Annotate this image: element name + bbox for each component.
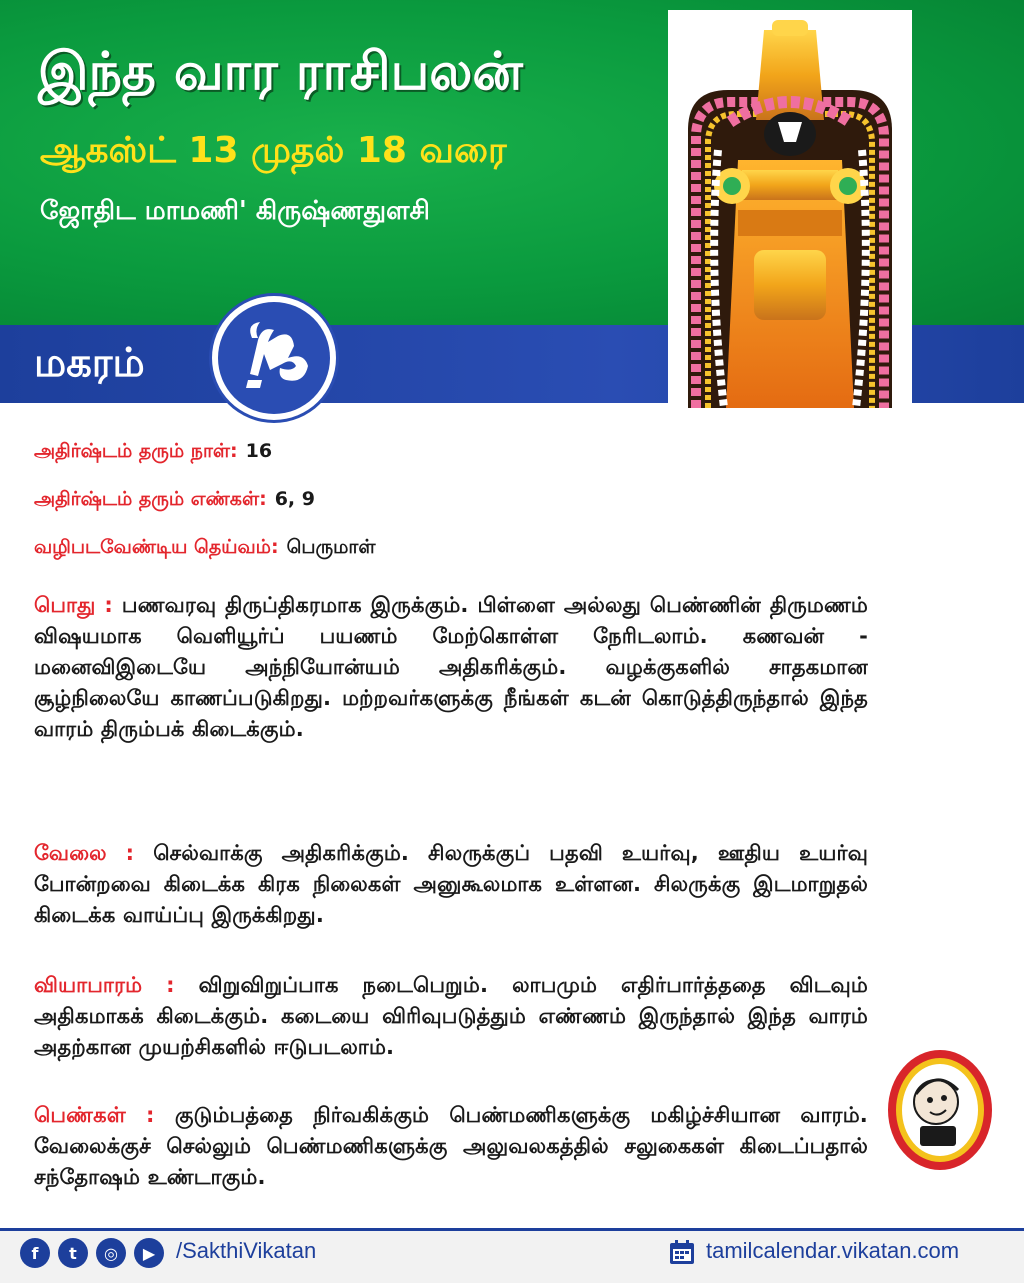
youtube-icon[interactable]: ▶ xyxy=(134,1238,164,1268)
social-handle[interactable]: /SakthiVikatan xyxy=(176,1238,317,1263)
lucky-day-value: 16 xyxy=(245,440,273,462)
lucky-numbers-row xyxy=(34,488,315,513)
capricorn-icon xyxy=(212,296,336,420)
sign-name: மகரம் xyxy=(34,340,145,386)
lucky-day-label: அதிர்ஷ்டம் தரும் நாள்: xyxy=(34,440,238,462)
work-label: வேலை : xyxy=(34,841,135,865)
date-range-subtitle: ஆகஸ்ட் 13 முதல் 18 வரை xyxy=(40,130,507,171)
work-section xyxy=(34,838,868,931)
lucky-day-row xyxy=(34,440,272,465)
women-label: பெண்கள் : xyxy=(34,1103,155,1127)
general-label: பொது : xyxy=(34,593,114,617)
general-text: பணவரவு திருப்திகரமாக இருக்கும். பிள்ளை அல்லது பெண்ணின் திருமணம் விஷயமாக வெளியூர்ப் பயணம் மேற்கொள்ள நேரிடலாம். கணவன் - மனைவிஇடையே அந்நியோன்யம் அதிகரிக்கும். வழக்குகளில் சாதகமான சூழ்நிலையே காணப்படுகிறது. மற்றவர்களுக்கு நீங்கள் கடன் கொடுத்திருந்தால் இந்த வாரம் திரும்பக் கிடைக்கும். xyxy=(34,593,869,741)
business-label: வியாபாரம் : xyxy=(34,973,175,997)
vikatan-mascot-logo xyxy=(886,1048,994,1172)
business-text: விறுவிறுப்பாக நடைபெறும். லாபமும் எதிர்பார்த்ததை விடவும் அதிகமாகக் கிடைக்கும். கடையை விரிவுபடுத்தும் எண்ணம் இருந்தால் இந்த வாரம் அதற்கான முயற்சிகளில் ஈடுபடலாம். xyxy=(34,973,869,1059)
lucky-numbers-value: 6, 9 xyxy=(274,488,315,510)
instagram-icon[interactable]: ◎ xyxy=(96,1238,126,1268)
deity-label: வழிபடவேண்டிய தெய்வம்: xyxy=(34,536,279,558)
website-link[interactable]: tamilcalendar.vikatan.com xyxy=(706,1238,960,1263)
lucky-numbers-label: அதிர்ஷ்டம் தரும் எண்கள்: xyxy=(34,488,267,510)
page-title: இந்த வார ராசிபலன் xyxy=(38,42,523,102)
author-name: ஜோதிட மாமணி' கிருஷ்ணதுளசி xyxy=(40,196,430,226)
facebook-icon[interactable]: f xyxy=(20,1238,50,1268)
social-links xyxy=(20,1238,164,1268)
calendar-icon xyxy=(668,1238,696,1266)
deity-row xyxy=(34,536,375,561)
general-section xyxy=(34,590,868,745)
deity-value: பெருமாள் xyxy=(286,536,376,558)
business-section xyxy=(34,970,868,1063)
women-text: குடும்பத்தை நிர்வகிக்கும் பெண்மணிகளுக்கு மகிழ்ச்சியான வாரம். வேலைக்குச் செல்லும் பெண்மணிகளுக்கு அலுவலகத்தில் சலுகைகள் கிடைப்பதால் சந்தோஷம் உண்டாகும். xyxy=(34,1103,868,1189)
deity-image xyxy=(668,10,912,408)
twitter-icon[interactable]: t xyxy=(58,1238,88,1268)
work-text: செல்வாக்கு அதிகரிக்கும். சிலருக்குப் பதவி உயர்வு, ஊதிய உயர்வு போன்றவை கிடைக்க கிரக நிலைகள் அனுகூலமாக உள்ளன. சிலருக்கு இடமாறுதல் கிடைக்க வாய்ப்பு இருக்கிறது. xyxy=(34,841,868,927)
women-section xyxy=(34,1100,868,1193)
